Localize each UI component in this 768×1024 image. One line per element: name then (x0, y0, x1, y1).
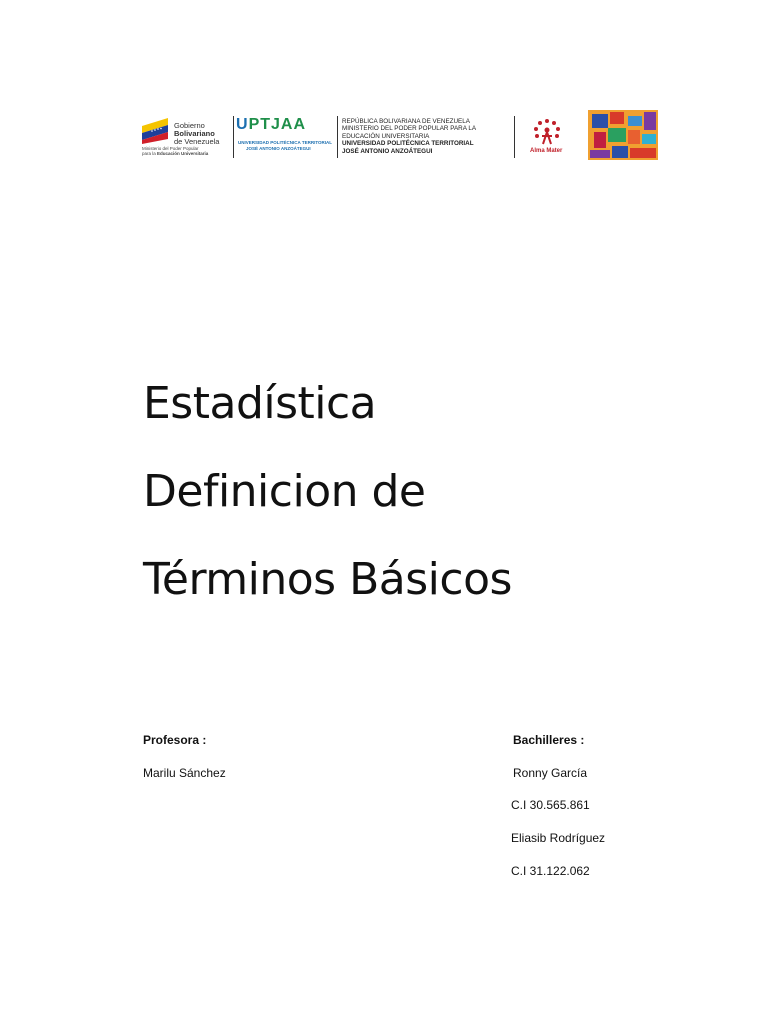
uptjaa-sub-line-2: JOSÉ ANTONIO ANZOÁTEGUI (246, 146, 311, 151)
institution-header-text (342, 118, 512, 155)
student-1-name: Ronny García (513, 766, 588, 780)
alma-mater-logo (524, 116, 570, 160)
institution-line-4: UNIVERSIDAD POLITÉCNICA TERRITORIAL (342, 140, 474, 148)
title-line-2: Definicion de (143, 466, 426, 517)
institution-line-1: REPÚBLICA BOLIVARIANA DE VENEZUELA (342, 118, 470, 125)
ministerio-subtext (142, 146, 208, 156)
document-title (143, 360, 703, 624)
header-divider (233, 116, 234, 158)
uptjaa-logo (236, 116, 336, 160)
uptjaa-wordmark-rest: PTJAA (248, 116, 307, 133)
gobierno-bolivariano-logo (140, 114, 232, 160)
institution-line-5: JOSÉ ANTONIO ANZOÁTEGUI (342, 147, 433, 155)
venezuela-flag-icon (142, 116, 172, 144)
header-divider (337, 116, 338, 158)
uptjaa-wordmark-initial: U (236, 116, 249, 133)
gob-sub-line-1: Ministerio del Poder Popular (142, 146, 199, 151)
gob-sub-bold: Educación Universitaria (157, 151, 209, 156)
student-2-ci: C.I 31.122.062 (511, 864, 590, 878)
gobierno-text (174, 122, 219, 146)
institution-line-2: MINISTERIO DEL PODER POPULAR PARA LA (342, 125, 477, 133)
gob-line-1: Gobierno (174, 121, 205, 130)
header-banner (140, 110, 660, 162)
profesora-name: Marilu Sánchez (143, 766, 226, 780)
institution-line-3: EDUCACIÓN UNIVERSITARIA (342, 132, 430, 140)
title-line-3: Términos Básicos (143, 554, 512, 605)
gob-line-3: de Venezuela (174, 137, 220, 146)
gob-sub-prefix: para la (142, 151, 158, 156)
gob-line-2: Bolivariano (174, 129, 215, 138)
uptjaa-subtext (238, 140, 332, 152)
alma-mater-emblem-icon (524, 116, 570, 150)
alma-mater-label: Alma Mater (530, 148, 563, 154)
uptjaa-sub-line-1: UNIVERSIDAD POLITÉCNICA TERRITORIAL (238, 140, 333, 145)
title-line-1: Estadística (143, 378, 377, 429)
bachilleres-label: Bachilleres : (513, 733, 585, 747)
student-1-ci: C.I 30.565.861 (511, 798, 590, 812)
collage-logo-icon (588, 110, 658, 160)
gob-sub-line-2 (142, 151, 208, 156)
profesora-label: Profesora : (143, 733, 207, 747)
header-divider (514, 116, 515, 158)
uptjaa-wordmark (236, 116, 306, 134)
student-2-name: Eliasib Rodríguez (511, 831, 606, 845)
